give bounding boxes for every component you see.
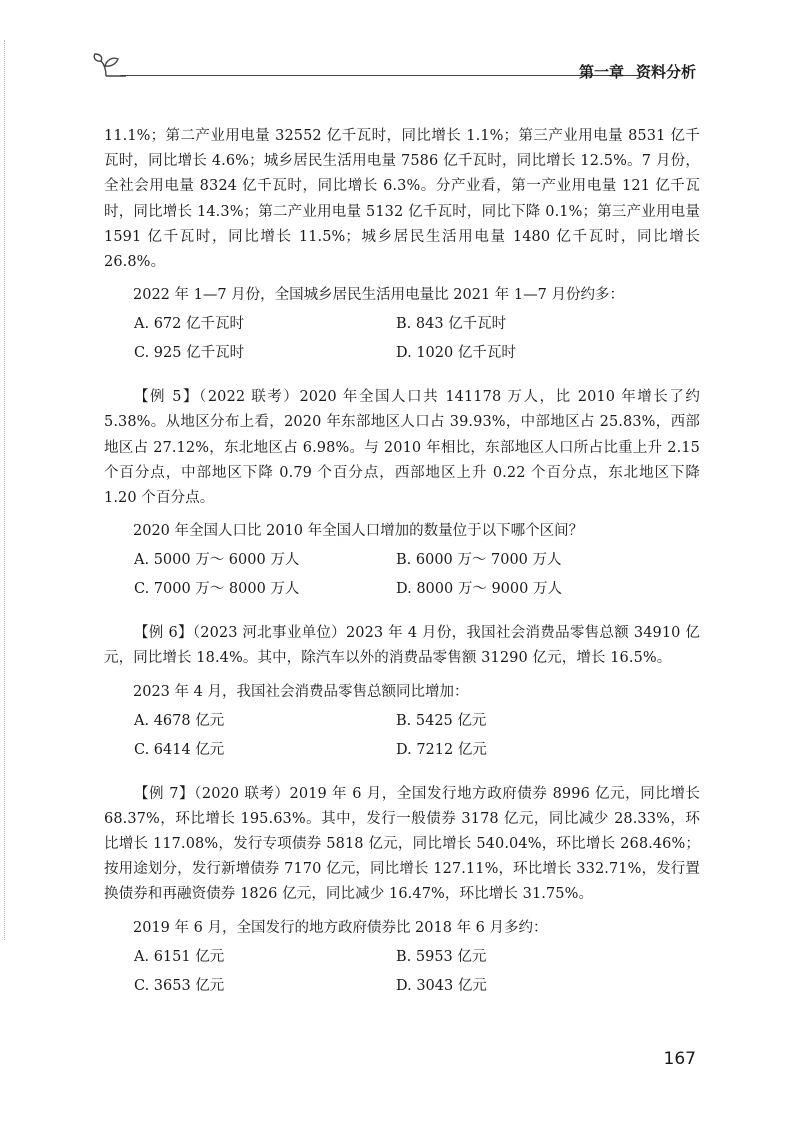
page-number: 167	[663, 1049, 696, 1069]
option-d: D. 3043 亿元	[396, 977, 487, 994]
page-body	[104, 124, 700, 999]
answer-options	[134, 945, 700, 999]
option-c: C. 925 亿千瓦时	[134, 345, 245, 362]
option-a: A. 6151 亿元	[134, 948, 225, 965]
example-paragraph: 【例 5】（2022 联考）2020 年全国人口共 141178 万人，比 2010 年增长了约 5.38%。从地区分布上看，2020 年东部地区人口占 39.93%，中部地区占 25.83%，西部地区占 27.12%，东北地区占 6.98%。与 2010 年相比，东部地区人口所占比重上升 2.15 个百分点，中部地区下降 0.79 个百分点，西部地区上升 0.22 个百分点，东北地区下降 1.20 个百分点。	[104, 389, 700, 507]
answer-options	[134, 312, 700, 366]
answer-options	[134, 548, 700, 602]
option-b: B. 5425 亿元	[396, 712, 487, 729]
section-title: 资料分析	[635, 63, 696, 81]
example-5	[104, 385, 700, 602]
chapter-number: 第一章	[578, 63, 624, 81]
example-paragraph: 【例 7】（2020 联考）2019 年 6 月，全国发行地方政府债券 8996 亿元，同比增长 68.37%，环比增长 195.63%。其中，发行一般债券 3178 亿元，同比减少 28.33%，环比增长 117.08%，发行专项债券 5818 亿元，同比增长 540.04%，环比增长 268.46%；按用途划分，发行新增债券 7170 亿元，同比增长 127.11%，环比增长 332.71%，发行置换债券和再融资债券 1826 亿元，同比减少 16.47%，环比增长 31.75%。	[104, 785, 700, 903]
option-a: A. 4678 亿元	[134, 712, 225, 729]
option-a: A. 672 亿千瓦时	[134, 316, 244, 333]
question-stem: 2023 年 4 月，我国社会消费品零售总额同比增加：	[133, 683, 469, 700]
page-header	[92, 52, 696, 82]
option-a: A. 5000 万～ 6000 万人	[134, 552, 300, 569]
intro-block	[104, 124, 700, 366]
option-c: C. 7000 万～ 8000 万人	[134, 581, 300, 598]
option-d: D. 1020 亿千瓦时	[396, 345, 516, 362]
option-b: B. 6000 万～ 7000 万人	[396, 552, 562, 569]
option-b: B. 5953 亿元	[396, 948, 487, 965]
example-7	[104, 782, 700, 999]
binding-margin-marks	[4, 40, 11, 940]
chapter-title	[579, 61, 696, 82]
example-6	[104, 621, 700, 762]
option-b: B. 843 亿千瓦时	[396, 316, 507, 333]
intro-paragraph: 11.1%；第二产业用电量 32552 亿千瓦时，同比增长 1.1%；第三产业用电量 8531 亿千瓦时，同比增长 4.6%；城乡居民生活用电量 7586 亿千瓦时，同比增长 12.5%。7 月份，全社会用电量 8324 亿千瓦时，同比增长 6.3%。分产业看，第一产业用电量 121 亿千瓦时，同比增长 14.3%；第二产业用电量 5132 亿千瓦时，同比下降 0.1%；第三产业用电量 1591 亿千瓦时，同比增长 11.5%；城乡居民生活用电量 1480 亿千瓦时，同比增长 26.8%。	[104, 128, 700, 271]
option-d: D. 8000 万～ 9000 万人	[396, 581, 562, 598]
example-paragraph: 【例 6】（2023 河北事业单位）2023 年 4 月份，我国社会消费品零售总额 34910 亿元，同比增长 18.4%。其中，除汽车以外的消费品零售额 31290 亿元，增长 16.5%。	[104, 625, 700, 667]
option-d: D. 7212 亿元	[396, 741, 487, 758]
question-stem: 2022 年 1—7 月份，全国城乡居民生活用电量比 2021 年 1—7 月份约多：	[133, 287, 624, 304]
question-stem: 2020 年全国人口比 2010 年全国人口增加的数量位于以下哪个区间？	[133, 523, 584, 540]
question-stem: 2019 年 6 月，全国发行的地方政府债券比 2018 年 6 月多约：	[133, 919, 548, 936]
header-rule	[120, 75, 640, 76]
answer-options	[134, 709, 700, 763]
option-c: C. 6414 亿元	[134, 741, 225, 758]
option-c: C. 3653 亿元	[134, 977, 225, 994]
